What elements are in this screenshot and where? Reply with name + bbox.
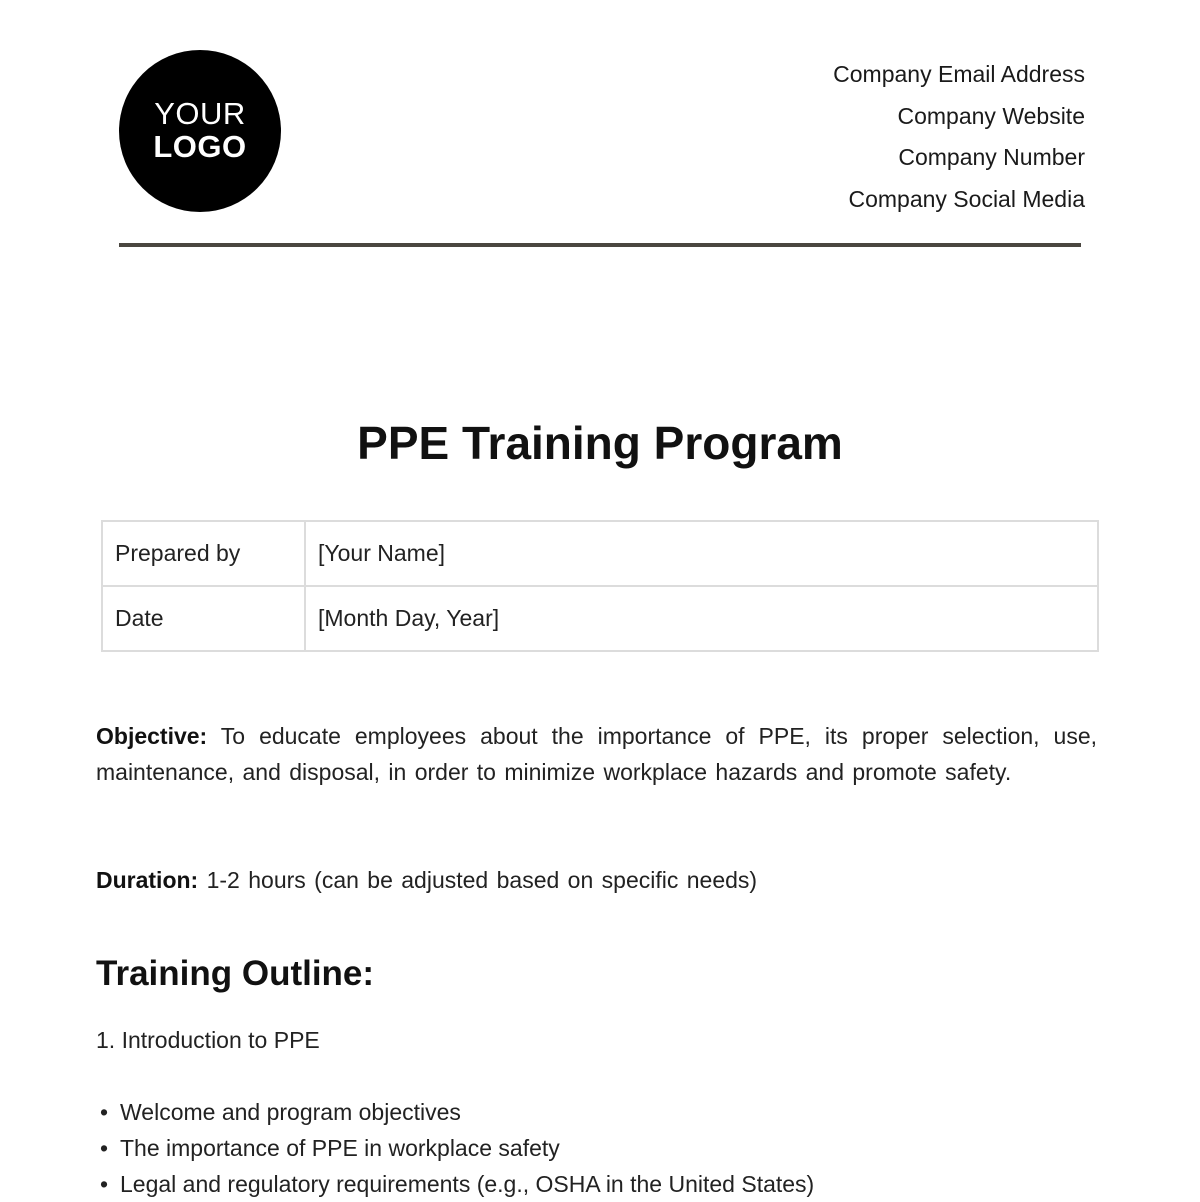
bullet-marker: • bbox=[100, 1171, 109, 1197]
table-row bbox=[102, 521, 1098, 586]
outline-section-title: 1. Introduction to PPE bbox=[96, 1027, 320, 1053]
list-item-text: Legal and regulatory requirements (e.g., OSHA in the United States) bbox=[120, 1171, 815, 1197]
prepared-by-value: [Your Name] bbox=[305, 521, 1098, 586]
list-item bbox=[100, 1094, 814, 1130]
training-outline-heading: Training Outline: bbox=[96, 954, 375, 993]
bullet-marker: • bbox=[100, 1135, 109, 1161]
table-row bbox=[102, 586, 1098, 651]
date-label: Date bbox=[102, 586, 305, 651]
duration-text: 1-2 hours (can be adjusted based on specific needs) bbox=[198, 867, 758, 893]
objective-text: To educate employees about the importance of PPE, its proper selection, use, maintenance, and disposal, in order to minimize workplace hazards and promote safety. bbox=[96, 723, 1097, 785]
document-meta-table bbox=[101, 520, 1099, 652]
outline-section-list bbox=[100, 1094, 814, 1202]
header-divider bbox=[119, 243, 1081, 247]
document-title: PPE Training Program bbox=[357, 417, 843, 469]
logo-text-your: YOUR bbox=[154, 96, 246, 132]
list-item-text: The importance of PPE in workplace safety bbox=[120, 1135, 560, 1161]
prepared-by-label: Prepared by bbox=[102, 521, 305, 586]
objective-paragraph bbox=[96, 718, 1097, 790]
duration-paragraph bbox=[96, 862, 1097, 898]
company-contact-block bbox=[833, 54, 1085, 220]
date-value: [Month Day, Year] bbox=[305, 586, 1098, 651]
list-item bbox=[100, 1166, 814, 1202]
duration-label: Duration: bbox=[96, 867, 199, 893]
logo-text-logo: LOGO bbox=[153, 129, 247, 164]
bullet-marker: • bbox=[100, 1099, 109, 1125]
company-website: Company Website bbox=[897, 102, 1085, 129]
company-social-media: Company Social Media bbox=[848, 185, 1085, 212]
objective-label: Objective: bbox=[96, 723, 208, 749]
company-number: Company Number bbox=[898, 144, 1085, 170]
list-item bbox=[100, 1130, 814, 1166]
company-email: Company Email Address bbox=[833, 61, 1085, 87]
list-item-text: Welcome and program objectives bbox=[120, 1099, 461, 1125]
company-logo bbox=[119, 50, 281, 212]
